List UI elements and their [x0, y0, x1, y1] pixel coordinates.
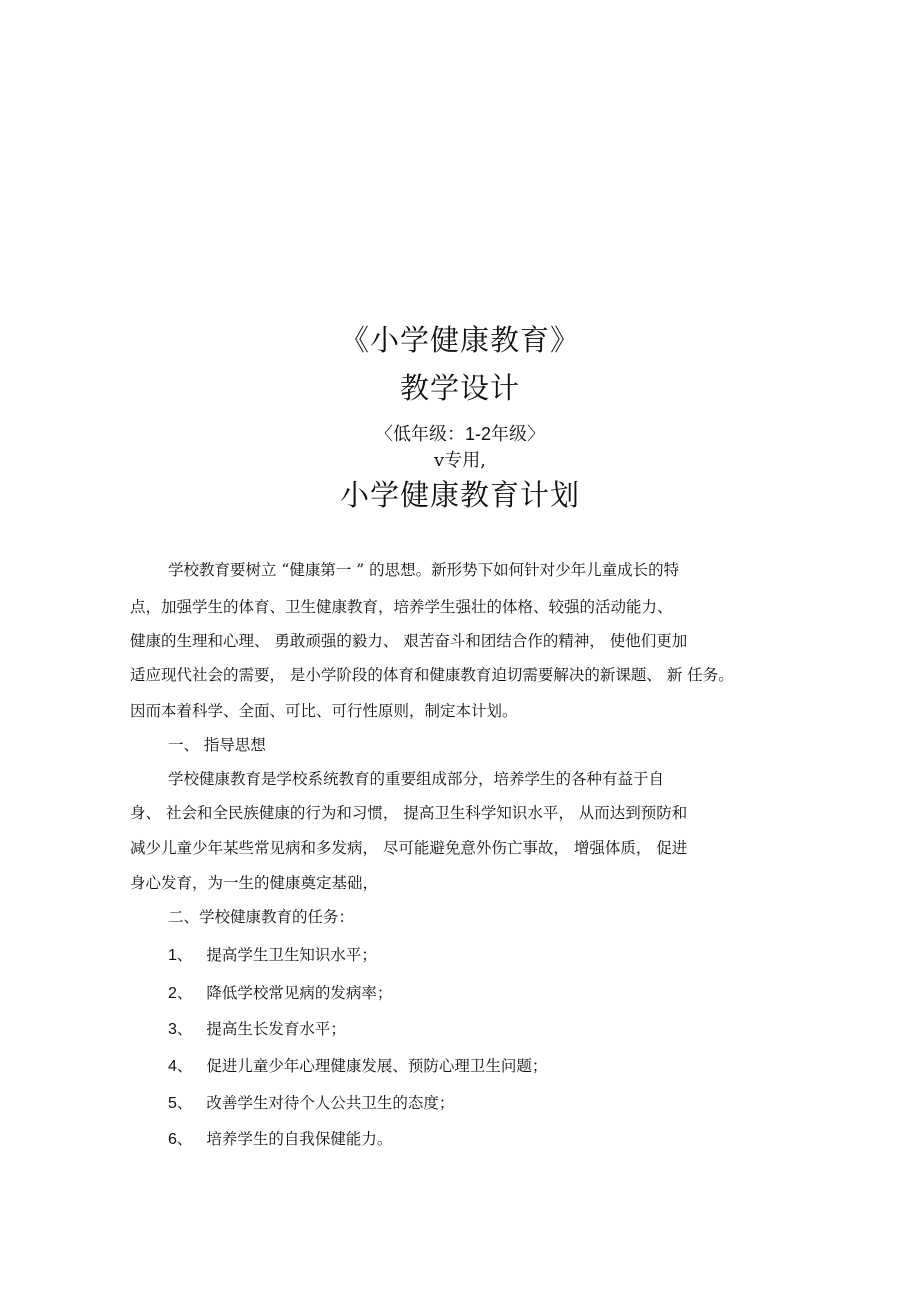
task-text: 培养学生的自我保健能力。	[206, 1130, 393, 1148]
task-number: 1	[168, 947, 177, 964]
intro-line: 点，加强学生的体育、卫生健康教育，培养学生强壮的体格、较强的活动能力、	[130, 598, 673, 616]
section-heading-tasks: 二、学校健康教育的任务：	[168, 908, 355, 926]
task-separator: 、	[176, 1130, 193, 1148]
special-note: v专用,	[434, 450, 486, 471]
task-number: 3	[168, 1021, 177, 1038]
section-line: 身心发育，为一生的健康奠定基础，	[130, 874, 379, 892]
task-number: 4	[168, 1058, 177, 1075]
task-text: 改善学生对待个人公共卫生的态度；	[206, 1094, 455, 1112]
task-text: 促进儿童少年心理健康发展、预防心理卫生问题；	[206, 1057, 548, 1075]
task-number: 6	[168, 1131, 177, 1148]
section-line: 身、 社会和全民族健康的行为和习惯， 提高卫生科学知识水平， 从而达到预防和	[130, 804, 688, 822]
section-heading-guiding: 一、 指导思想	[168, 736, 266, 754]
task-text: 降低学校常见病的发病率；	[206, 984, 393, 1002]
task-item	[168, 1056, 547, 1077]
task-item	[168, 1129, 392, 1150]
section-line: 减少儿童少年某些常见病和多发病， 尽可能避免意外伤亡事故， 增强体质， 促进	[130, 839, 688, 857]
document-subtitle: 教学设计	[399, 371, 520, 405]
task-separator: 、	[176, 984, 193, 1002]
section-line: 学校健康教育是学校系统教育的重要组成部分，培养学生的各种有益于自	[168, 770, 665, 788]
grade-range	[0, 420, 920, 446]
intro-line: 健康的生理和心理、 勇敢顽强的毅力、 艰苦奋斗和团结合作的精神， 使他们更加	[130, 632, 688, 650]
task-separator: 、	[176, 946, 193, 964]
task-separator: 、	[176, 1020, 193, 1038]
task-item	[168, 983, 392, 1004]
document-title: 《小学健康教育》	[339, 323, 580, 357]
task-number: 2	[168, 985, 177, 1002]
task-separator: 、	[176, 1057, 193, 1075]
task-item	[168, 1093, 454, 1114]
task-text: 提高生长发育水平；	[206, 1020, 346, 1038]
task-text: 提高学生卫生知识水平；	[206, 946, 377, 964]
task-item	[168, 1019, 346, 1040]
task-number: 5	[168, 1095, 177, 1112]
grade-open: 〈低年级：	[374, 424, 465, 445]
grade-number: 1-2	[464, 424, 491, 444]
grade-close: 年级〉	[491, 424, 545, 445]
task-item	[168, 945, 377, 966]
intro-line: 学校教育要树立 “健康第一 ” 的思想。新形势下如何针对少年儿童成长的特	[168, 561, 680, 579]
plan-title: 小学健康教育计划	[339, 478, 580, 512]
intro-line: 因而本着科学、全面、可比、可行性原则，制定本计划。	[130, 702, 518, 720]
intro-line: 适应现代社会的需要， 是小学阶段的体育和健康教育迫切需要解决的新课题、 新 任务。	[130, 666, 734, 684]
task-separator: 、	[176, 1094, 193, 1112]
